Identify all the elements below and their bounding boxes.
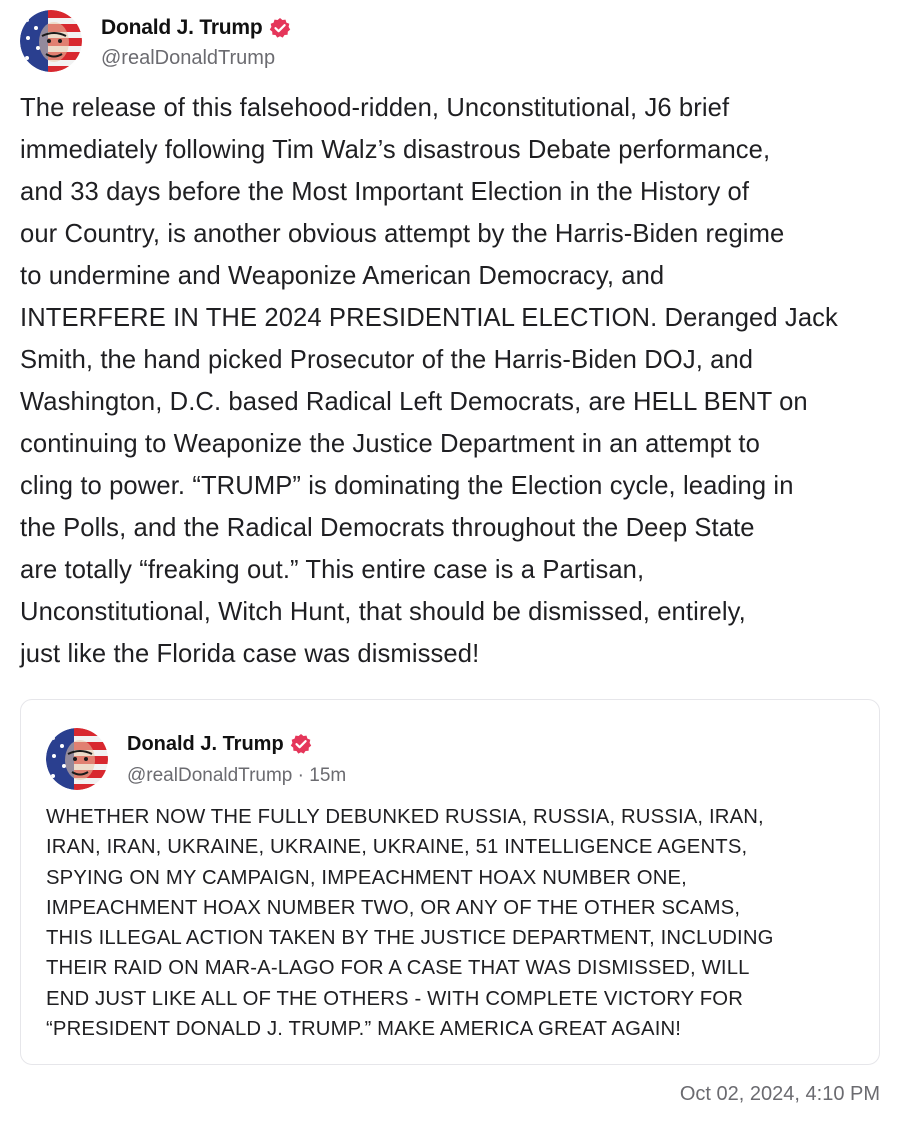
verified-badge-icon [290, 733, 312, 755]
post-text: The release of this falsehood-ridden, Unconstitutional, J6 brief immediately following Tim Walz’s disastrous Debate performance, and 33 days before the Most Important Election in the History of our Country, is another obvious attempt by the Harris-Biden regime to undermine and Weaponize American Democracy, and INTERFERE IN THE 2024 PRESIDENTIAL ELECTION. Deranged Jack Smith, the hand picked Prosecutor of the Harris-Biden DOJ, and Washington, D.C. based Radical Left Democrats, are HELL BENT on continuing to Weaponize the Justice Department in an attempt to cling to power. “TRUMP” is dominating the Election cycle, leading in the Polls, and the Radical Democrats throughout the Deep State are totally “freaking out.” This entire case is a Partisan, Unconstitutional, Witch Hunt, that should be dismissed, entirely, just like the Florida case was dismissed! [20, 94, 838, 668]
author-name[interactable]: Donald J. Trump [101, 16, 263, 39]
author-name-row [101, 15, 291, 41]
quoted-meta [127, 765, 346, 787]
quoted-author-info [127, 731, 346, 787]
avatar[interactable] [20, 10, 82, 72]
post-header [20, 10, 291, 72]
verified-badge-icon [269, 17, 291, 39]
quoted-author-name-row [127, 731, 346, 757]
post-timestamp[interactable]: Oct 02, 2024, 4:10 PM [679, 1083, 880, 1105]
quoted-post-card[interactable] [20, 699, 880, 1065]
quoted-author-handle[interactable]: @realDonaldTrump [127, 765, 293, 786]
author-handle[interactable]: @realDonaldTrump [101, 47, 276, 69]
author-info [101, 15, 291, 70]
quoted-author-name[interactable]: Donald J. Trump [127, 732, 284, 755]
meta-separator: · [292, 765, 310, 786]
quoted-avatar[interactable] [46, 728, 108, 790]
quoted-time-ago[interactable]: 15m [309, 765, 347, 786]
quoted-post-header [46, 728, 346, 790]
quoted-post-text: WHETHER NOW THE FULLY DEBUNKED RUSSIA, RUSSIA, RUSSIA, IRAN, IRAN, IRAN, UKRAINE, UKRAINE, UKRAINE, 51 INTELLIGENCE AGENTS, SPYING ON MY CAMPAIGN, IMPEACHMENT HOAX NUMBER ONE, IMPEACHMENT HOAX NUMBER TWO, OR ANY OF THE OTHER SCAMS, THIS ILLEGAL ACTION TAKEN BY THE JUSTICE DEPARTMENT, INCLUDING THEIR RAID ON MAR-A-LAGO FOR A CASE THAT WAS DISMISSED, WILL END JUST LIKE ALL OF THE OTHERS - WITH COMPLETE VICTORY FOR “PRESIDENT DONALD J. TRUMP.” MAKE AMERICA GREAT AGAIN! [46, 806, 774, 1041]
